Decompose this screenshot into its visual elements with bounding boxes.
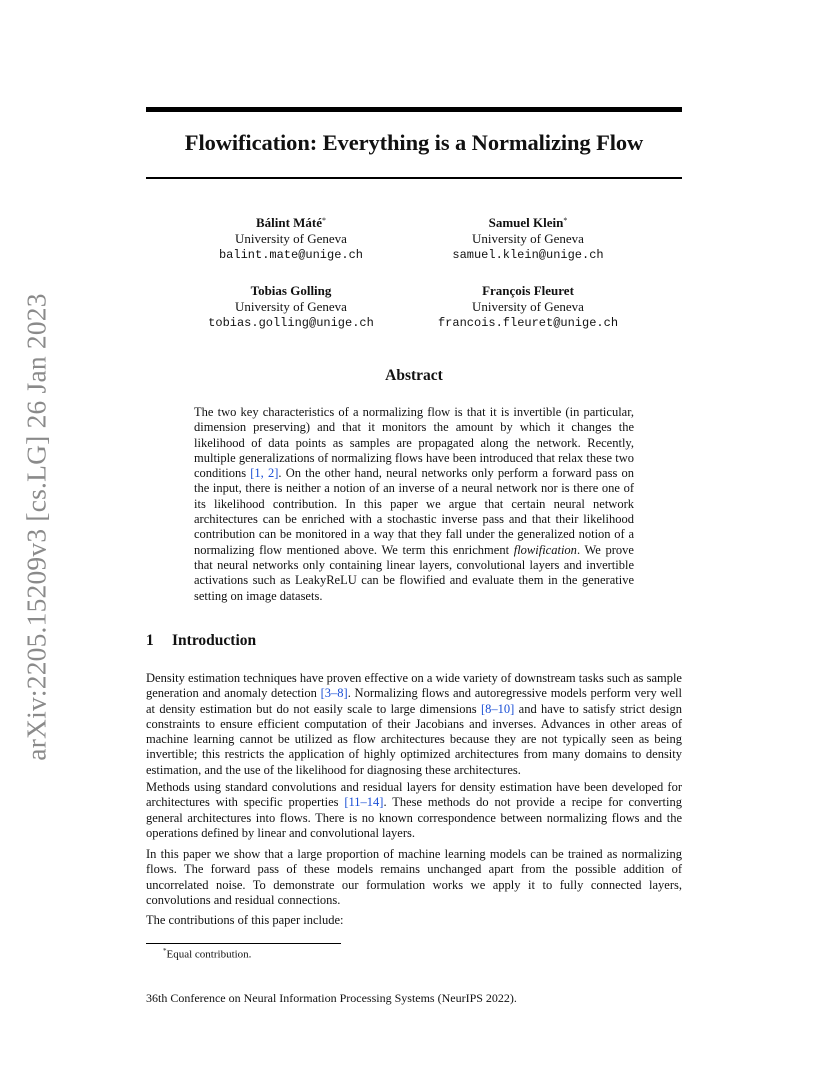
citation-link[interactable]: [3–8] <box>320 686 348 701</box>
section-title: Introduction <box>172 632 257 649</box>
section-number: 1 <box>146 632 154 649</box>
arxiv-identifier-text: arXiv:2205.15209v3 [cs.LG] 26 Jan 2023 <box>21 293 52 761</box>
author-affiliation: University of Geneva <box>472 299 584 314</box>
abstract-text: The two key characteristics of a normalizing flow is that it is invertible (in particular, dimension preserving) and that it monitors the amount by which it changes the likelihood of data points as samples are propagated along the network. Recently, multiple generalizations of normalizing flows have been introduced that relax these two conditions [1, 2]. On the other hand, neural networks only perform a forward pass on the input, there is neither a notion of an inverse of a neural network nor is there one of its likelihood contribution. In this paper we argue that certain neural network architectures can be enriched with a stochastic inverse pass and that their likelihood contribution can be monitored in a way that they fall under the generalized notion of a normalizing flow mentioned above. We term this enrichment flowification. We prove that neural networks only containing linear layers, convolutional layers and invertible activations such as LeakyReLU can be flowified and evaluate them in the generative setting on image datasets. <box>194 405 634 603</box>
footnote: *Equal contribution. <box>163 947 252 961</box>
author-block-4 <box>408 283 648 331</box>
conference-venue: 36th Conference on Neural Information Processing Systems (NeurIPS 2022). <box>146 991 517 1005</box>
section-heading-introduction <box>146 632 256 650</box>
footnote-rule <box>146 943 341 944</box>
author-affiliation: University of Geneva <box>235 299 347 314</box>
author-affiliation: University of Geneva <box>472 231 584 246</box>
paper-title: Flowification: Everything is a Normalizing Flow <box>184 130 644 155</box>
author-name: Samuel Klein* <box>488 215 568 230</box>
author-name: Bálint Máté* <box>255 215 327 230</box>
citation-link[interactable]: [8–10] <box>480 701 515 716</box>
author-block-2 <box>408 215 648 263</box>
author-email[interactable]: balint.mate@unige.ch <box>218 248 364 262</box>
abstract-heading: Abstract <box>385 367 443 384</box>
author-name: François Fleuret <box>482 283 574 298</box>
citation-link[interactable]: [1, 2] <box>250 466 279 481</box>
author-block-1 <box>171 215 411 263</box>
author-affiliation: University of Geneva <box>235 231 347 246</box>
author-email[interactable]: samuel.klein@unige.ch <box>452 248 604 262</box>
arxiv-identifier-sidebar <box>14 292 60 762</box>
flowification-term: flowification <box>513 542 577 557</box>
citation-link[interactable]: [11–14] <box>344 795 384 810</box>
footnote-mark: * <box>163 947 167 955</box>
equal-contribution-mark: * <box>563 216 568 225</box>
author-email[interactable]: francois.fleuret@unige.ch <box>437 316 619 330</box>
equal-contribution-mark: * <box>322 216 327 225</box>
title-top-rule <box>146 107 682 112</box>
author-name: Tobias Golling <box>250 283 332 298</box>
author-email[interactable]: tobias.golling@unige.ch <box>208 316 374 330</box>
intro-paragraph-4: The contributions of this paper include: <box>146 913 344 927</box>
intro-paragraph-3: In this paper we show that a large proportion of machine learning models can be trained as normalizing flows. The forward pass of these models remains unchanged apart from the possible addition of uncorrelated noise. To demonstrate our formulation works we apply it to fully connected layers, convolutions and residual connections. <box>146 847 682 907</box>
title-bottom-rule <box>146 177 682 179</box>
intro-paragraph-1: Density estimation techniques have proven effective on a wide variety of downstream tasks such as sample generation and anomaly detection [3–8]. Normalizing flows and autoregressive models perform very well at density estimation but do not easily scale to large dimensions [8–10] and have to satisfy strict design constraints to ensure efficient computation of their Jacobians and inverses. Advances in other areas of machine learning cannot be utilized as flow architectures because they are not typically seen as being invertible; this restricts the application of highly optimized architectures from many domains to density estimation, and the use of the likelihood for diagnosing these architectures. <box>146 671 683 777</box>
author-block-3 <box>171 283 411 331</box>
intro-paragraph-2: Methods using standard convolutions and residual layers for density estimation have been developed for architectures with specific properties [11–14]. These methods do not provide a recipe for converting general architectures into flows. There is no known correspondence between normalizing flows and the operations defined by linear and convolutional layers. <box>146 780 683 840</box>
